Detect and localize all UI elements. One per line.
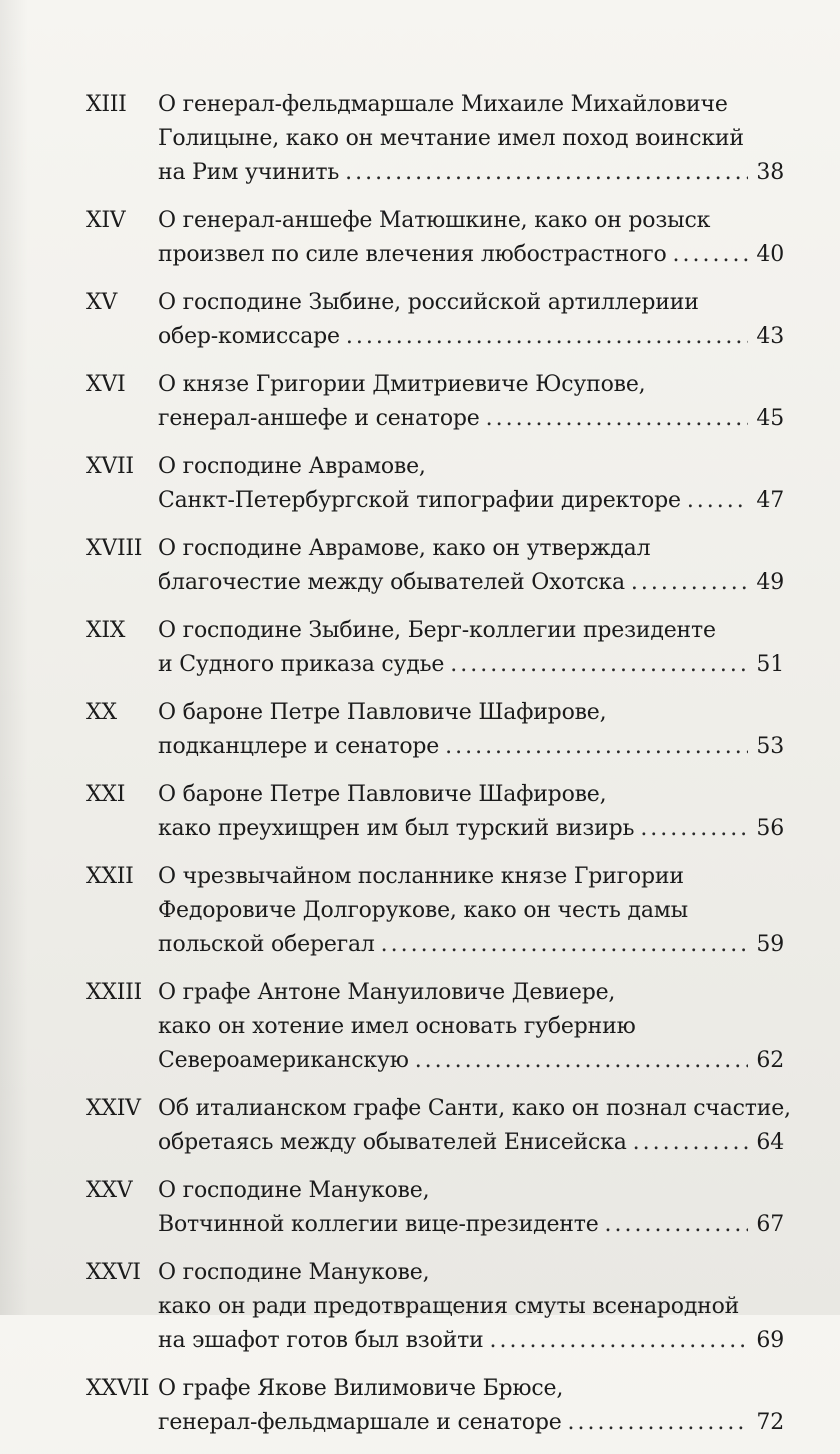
title-last-line: [158, 648, 784, 682]
title-last-line: [158, 928, 784, 962]
dot-leader: [486, 402, 748, 436]
title-line: обретаясь между обывателей Енисейска: [158, 1130, 627, 1155]
title-line: польской оберегал: [158, 932, 375, 957]
title-last-line: [158, 1126, 784, 1160]
title-line: на Рим учинить: [158, 160, 340, 185]
page-number: 56: [756, 816, 784, 841]
title-line: генерал-фельдмаршале и сенаторе: [158, 1410, 562, 1435]
title-last-line: [158, 402, 784, 436]
chapter-number: XXIV: [86, 1096, 141, 1121]
toc-entry[interactable]: [86, 614, 784, 682]
toc-entry[interactable]: [86, 1174, 784, 1242]
title-line: Санкт-Петербургской типографии директоре: [158, 488, 681, 513]
entry-title: [158, 532, 784, 600]
title-last-line: [158, 566, 784, 600]
title-last-line: [158, 156, 784, 190]
table-of-contents: [86, 88, 791, 1454]
toc-entry[interactable]: [86, 204, 784, 272]
page-number: 51: [756, 652, 784, 677]
dot-leader: [631, 566, 748, 600]
chapter-number: XXIII: [86, 980, 142, 1005]
title-line: О господине Манукове,: [158, 1178, 430, 1203]
title-line: Об италианском графе Санти, како он познал счастие,: [158, 1096, 791, 1121]
title-last-line: [158, 1406, 784, 1440]
title-line: Североамериканскую: [158, 1048, 409, 1073]
title-last-line: [158, 1208, 784, 1242]
title-line: Вотчинной коллегии вице-президенте: [158, 1212, 599, 1237]
title-last-line: [158, 730, 784, 764]
chapter-number: XVIII: [86, 536, 143, 561]
toc-entry[interactable]: [86, 368, 784, 436]
page-number: 45: [756, 406, 784, 431]
title-line: О бароне Петре Павловиче Шафирове,: [158, 700, 607, 725]
entry-title: [158, 1092, 791, 1160]
dot-leader: [605, 1208, 748, 1242]
entry-title: [158, 286, 784, 354]
title-line: О господине Аврамове, како он утверждал: [158, 536, 651, 561]
title-line: О господине Зыбине, российской артиллериии: [158, 290, 699, 315]
page-number: 67: [756, 1212, 784, 1237]
entry-title: [158, 1174, 784, 1242]
entry-title: [158, 1372, 784, 1440]
toc-entry[interactable]: [86, 286, 784, 354]
title-line: О господине Манукове,: [158, 1260, 430, 1285]
dot-leader: [687, 484, 748, 518]
toc-entry[interactable]: [86, 696, 784, 764]
page-number: 59: [756, 932, 784, 957]
toc-entry[interactable]: [86, 88, 784, 190]
title-line: обер-комиссаре: [158, 324, 340, 349]
entry-title: [158, 976, 784, 1078]
toc-entry[interactable]: [86, 976, 784, 1078]
chapter-number: XX: [86, 700, 117, 725]
chapter-number: XXII: [86, 864, 134, 889]
entry-title: [158, 860, 784, 962]
entry-title: [158, 204, 784, 272]
title-line: О графе Антоне Мануиловиче Девиере,: [158, 980, 616, 1005]
chapter-number: XXV: [86, 1178, 133, 1203]
chapter-number: XIV: [86, 208, 126, 233]
toc-entry[interactable]: [86, 860, 784, 962]
title-line: благочестие между обывателей Охотска: [158, 570, 625, 595]
page-number: 47: [756, 488, 784, 513]
page-number: 72: [756, 1410, 784, 1435]
title-line: О генерал-аншефе Матюшкине, како он розыск: [158, 208, 711, 233]
page-number: 64: [756, 1130, 784, 1155]
dot-leader: [445, 730, 748, 764]
entry-title: [158, 1256, 784, 1358]
page-number: 53: [756, 734, 784, 759]
page-number: 40: [756, 242, 784, 267]
title-line: произвел по силе влечения любострастного: [158, 242, 667, 267]
toc-entry[interactable]: [86, 1256, 784, 1358]
dot-leader: [490, 1324, 748, 1358]
dot-leader: [633, 1126, 748, 1160]
toc-entry[interactable]: [86, 532, 784, 600]
title-last-line: [158, 1324, 784, 1358]
title-line: Голицыне, како он мечтание имел поход воинский: [158, 126, 744, 151]
chapter-number: XXVI: [86, 1260, 141, 1285]
chapter-number: XVI: [86, 372, 126, 397]
title-last-line: [158, 320, 784, 354]
page-number: 49: [756, 570, 784, 595]
dot-leader: [568, 1406, 748, 1440]
entry-title: [158, 614, 784, 682]
page-number: 38: [756, 160, 784, 185]
dot-leader: [450, 648, 748, 682]
dot-leader: [381, 928, 748, 962]
page-number: 69: [756, 1328, 784, 1353]
title-line: и Судного приказа судье: [158, 652, 445, 677]
toc-entry[interactable]: [86, 450, 784, 518]
entry-title: [158, 778, 784, 846]
title-line: на эшафот готов был взойти: [158, 1328, 484, 1353]
entry-title: [158, 450, 784, 518]
title-line: О генерал-фельдмаршале Михаиле Михайловиче: [158, 92, 728, 117]
title-last-line: [158, 484, 784, 518]
title-line: О графе Якове Вилимовиче Брюсе,: [158, 1376, 564, 1401]
dot-leader: [640, 812, 748, 846]
page-number: 62: [756, 1048, 784, 1073]
title-last-line: [158, 1044, 784, 1078]
entry-title: [158, 696, 784, 764]
chapter-number: XXI: [86, 782, 126, 807]
title-last-line: [158, 238, 784, 272]
title-line: О господине Аврамове,: [158, 454, 426, 479]
title-line: подканцлере и сенаторе: [158, 734, 440, 759]
chapter-number: XIII: [86, 92, 127, 117]
chapter-number: XIX: [86, 618, 126, 643]
dot-leader: [346, 320, 748, 354]
title-line: Федоровиче Долгорукове, како он честь дамы: [158, 898, 688, 923]
title-line: како он ради предотвращения смуты всенародной: [158, 1294, 740, 1319]
title-line: како преухищрен им был турский визирь: [158, 816, 635, 841]
dot-leader: [415, 1044, 748, 1078]
page-number: 43: [756, 324, 784, 349]
chapter-number: XVII: [86, 454, 134, 479]
title-line: О господине Зыбине, Берг-коллегии президенте: [158, 618, 716, 643]
page-gutter-shadow: [0, 0, 28, 1315]
title-line: О бароне Петре Павловиче Шафирове,: [158, 782, 607, 807]
toc-entry[interactable]: [86, 778, 784, 846]
entry-title: [158, 88, 784, 190]
title-last-line: [158, 812, 784, 846]
dot-leader: [673, 238, 748, 272]
title-line: О князе Григории Дмитриевиче Юсупове,: [158, 372, 646, 397]
title-line: О чрезвычайном посланнике князе Григории: [158, 864, 684, 889]
toc-entry[interactable]: [86, 1372, 784, 1440]
title-line: генерал-аншефе и сенаторе: [158, 406, 480, 431]
title-line: како он хотение имел основать губернию: [158, 1014, 636, 1039]
chapter-number: XXVII: [86, 1376, 150, 1401]
entry-title: [158, 368, 784, 436]
dot-leader: [345, 156, 748, 190]
toc-entry[interactable]: [86, 1092, 791, 1160]
chapter-number: XV: [86, 290, 117, 315]
